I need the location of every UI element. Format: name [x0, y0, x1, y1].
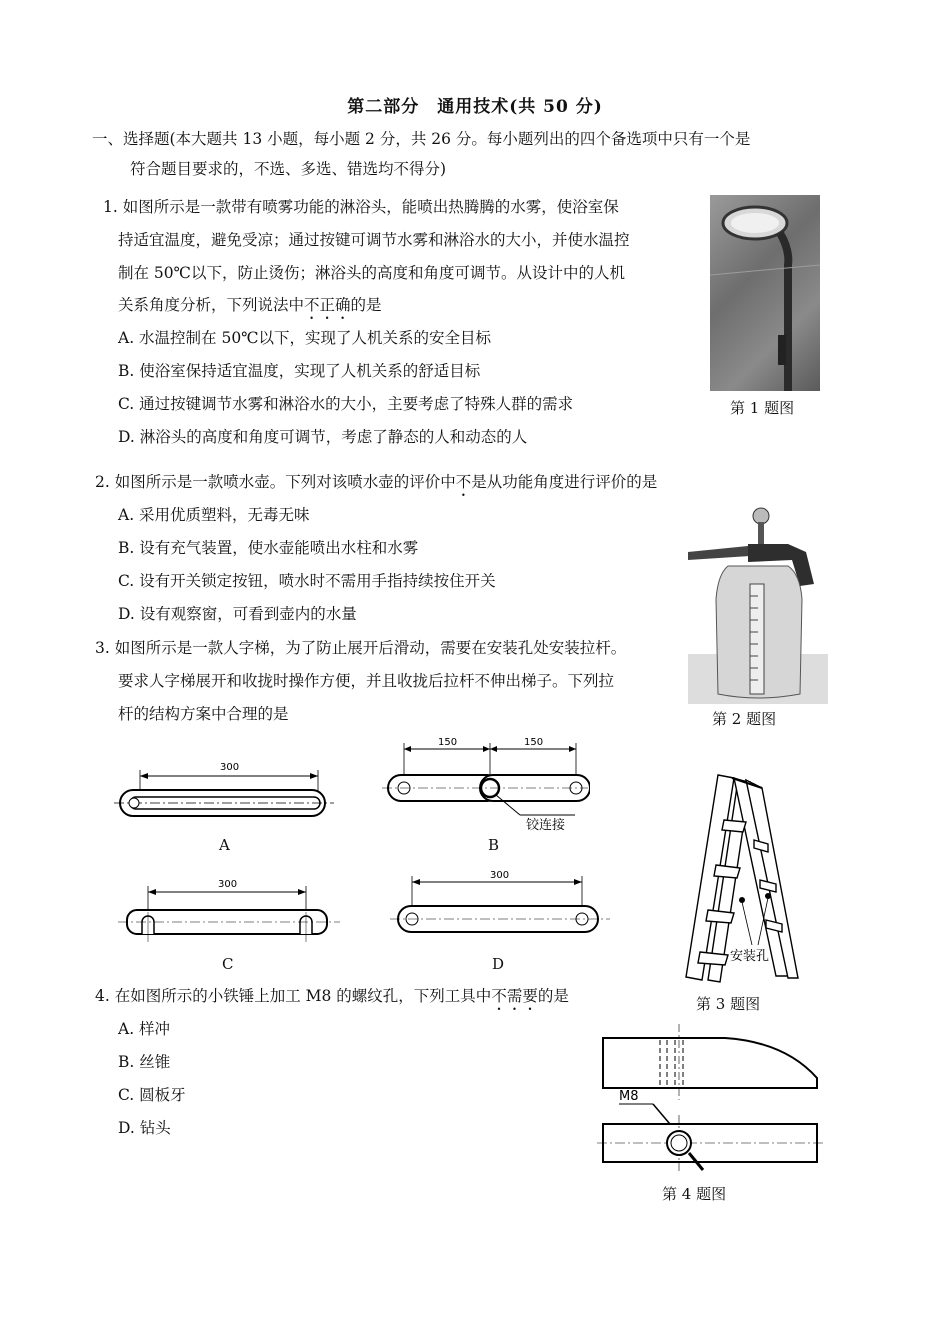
- q1-figure-caption: 第 1 题图: [730, 399, 795, 417]
- q2-figure-caption: 第 2 题图: [712, 710, 777, 728]
- mounting-hole-label: 安装孔: [730, 949, 770, 964]
- q1-emphasis: 不正确: [304, 296, 351, 314]
- shower-head-photo: [710, 195, 820, 391]
- q2-option-c: C. 设有开关锁定按钮，喷水时不需用手指持续按住开关: [118, 572, 496, 590]
- q2-emphasis: 不: [455, 473, 472, 491]
- rod-d-drawing: [386, 868, 616, 952]
- q1-option-d: D. 淋浴头的高度和角度可调节，考虑了静态的人和动态的人: [118, 428, 528, 446]
- rod-b-dim-left: 150: [438, 737, 458, 748]
- q4-option-a: A. 样冲: [118, 1020, 171, 1038]
- rod-d-dim-label: 300: [490, 870, 510, 881]
- hammer-drawing: [595, 1020, 825, 1185]
- q3-figure-a: [110, 752, 340, 832]
- q4-option-c: C. 圆板牙: [118, 1086, 186, 1104]
- q3-label-a: A: [219, 836, 230, 854]
- sprayer-illustration: [688, 504, 828, 704]
- q3-ladder-figure: [650, 770, 800, 985]
- q4-option-d: D. 钻头: [118, 1119, 171, 1137]
- q4-stem-text: 4. 在如图所示的小铁锤上加工 M8 的螺纹孔，下列工具中: [95, 987, 492, 1005]
- q2-stem-tail: 是从功能角度进行评价的是: [471, 473, 658, 491]
- q2-option-d: D. 设有观察窗，可看到壶内的水量: [118, 605, 357, 623]
- rod-a-drawing: [110, 752, 340, 832]
- q1-option-b: B. 使浴室保持适宜温度，实现了人机关系的舒适目标: [118, 362, 481, 380]
- q3-figure-c: [112, 872, 352, 952]
- m8-label: M8: [619, 1089, 639, 1104]
- shower-head-illustration: [710, 195, 820, 391]
- q1-stem-tail: 的是: [350, 296, 382, 314]
- q3-label-c: C: [222, 955, 234, 973]
- q3-label-d: D: [492, 955, 505, 973]
- q1-stem-line4: [118, 294, 382, 323]
- q2-option-b: B. 设有充气装置，使水壶能喷出水柱和水雾: [118, 539, 419, 557]
- q2-stem: [95, 471, 657, 500]
- rod-b-hinge-label: 铰连接: [526, 818, 566, 833]
- q4-option-b: B. 丝锥: [118, 1053, 171, 1071]
- rod-b-dim-right: 150: [524, 737, 544, 748]
- q4-hammer-figure: [595, 1020, 825, 1185]
- q1-stem-text: 关系角度分析，下列说法中: [118, 296, 305, 314]
- rod-a-dim-label: 300: [220, 762, 240, 773]
- q3-figure-b: [380, 735, 590, 835]
- q4-stem: [95, 985, 569, 1014]
- q1-stem-line2: 持适宜温度，避免受凉；通过按键可调节水雾和淋浴水的大小，并使水温控: [118, 231, 630, 249]
- q3-figure-caption: 第 3 题图: [696, 995, 761, 1013]
- q3-stem-line1: 3. 如图所示是一款人字梯，为了防止展开后滑动，需要在安装孔处安装拉杆。: [95, 639, 627, 657]
- page-title: 第二部分 通用技术(共 50 分): [347, 97, 603, 117]
- rod-c-drawing: [112, 872, 352, 952]
- sprayer-photo: [688, 504, 828, 704]
- q3-stem-line3: 杆的结构方案中合理的是: [118, 705, 289, 723]
- q4-stem-tail: 的是: [537, 987, 569, 1005]
- q1-stem-line1: 1. 如图所示是一款带有喷雾功能的淋浴头，能喷出热腾腾的水雾，使浴室保: [103, 198, 619, 216]
- q3-figure-d: [386, 868, 616, 952]
- ladder-illustration: [650, 770, 800, 985]
- section-instructions-line1: 一、选择题(本大题共 13 小题，每小题 2 分，共 26 分。每小题列出的四个备选项中只有一个是: [92, 130, 751, 148]
- q3-stem-line2: 要求人字梯展开和收拢时操作方便，并且收拢后拉杆不伸出梯子。下列拉: [118, 672, 615, 690]
- q1-option-c: C. 通过按键调节水雾和淋浴水的大小，主要考虑了特殊人群的需求: [118, 395, 574, 413]
- q4-emphasis: 不需要: [491, 987, 538, 1005]
- q2-option-a: A. 采用优质塑料，无毒无味: [118, 506, 310, 524]
- q1-stem-line3: 制在 50℃以下，防止烫伤；淋浴头的高度和角度可调节。从设计中的人机: [118, 264, 625, 282]
- section-instructions-line2: 符合题目要求的，不选、多选、错选均不得分): [130, 160, 447, 178]
- rod-c-dim-label: 300: [218, 879, 238, 890]
- q3-label-b: B: [488, 836, 500, 854]
- q2-stem-text: 2. 如图所示是一款喷水壶。下列对该喷水壶的评价中: [95, 473, 456, 491]
- q4-figure-caption: 第 4 题图: [662, 1185, 727, 1203]
- q1-option-a: A. 水温控制在 50℃以下，实现了人机关系的安全目标: [118, 329, 492, 347]
- rod-b-drawing: [380, 735, 590, 835]
